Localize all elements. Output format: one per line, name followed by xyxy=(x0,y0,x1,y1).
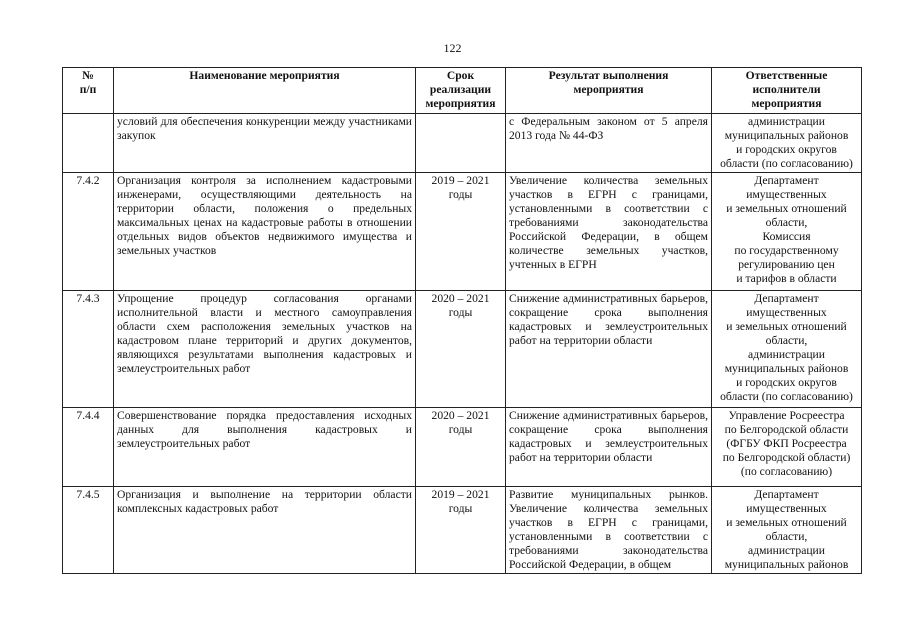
measure-result: Снижение административных барьеров, сокращение срока выполнения кадастровых и землеустроительных работ на территории области xyxy=(506,291,712,408)
table-row xyxy=(63,291,862,408)
header-responsible: Ответственные исполнители мероприятия xyxy=(712,68,862,114)
measure-responsible: администрации муниципальных районов и городских округов области (по согласованию) xyxy=(712,114,862,173)
measure-term: 2020 – 2021 годы xyxy=(416,408,506,487)
row-number: 7.4.4 xyxy=(63,408,114,487)
measure-name: Организация контроля за исполнением кадастровыми инженерами, осуществляющими деятельность на территории области, положения о предельных максимальных ценах на кадастровые работы в отношении отдельных видов объектов недвижимого имущества и земельных участков xyxy=(114,173,416,291)
row-number: 7.4.3 xyxy=(63,291,114,408)
row-number: 7.4.2 xyxy=(63,173,114,291)
page-number: 122 xyxy=(443,41,462,55)
header-term: Срок реализации мероприятия xyxy=(416,68,506,114)
header-name: Наименование мероприятия xyxy=(114,68,416,114)
measure-result: Увеличение количества земельных участков в ЕГРН с границами, установленными в соответствии с требованиями законодательства Российской Федерации, в общем количестве земельных участков, учтенных в ЕГРН xyxy=(506,173,712,291)
measure-term xyxy=(416,114,506,173)
measure-name: Организация и выполнение на территории области комплексных кадастровых работ xyxy=(114,487,416,574)
measure-responsible: Департамент имущественных и земельных отношений области, Комиссия по государственному регулированию цен и тарифов в области xyxy=(712,173,862,291)
measure-name: Упрощение процедур согласования органами исполнительной власти и местного самоуправления области схем расположения земельных участков на кадастровом плане территорий и других документов, являющихся результатами выполнения кадастровых и землеустроительных работ xyxy=(114,291,416,408)
measure-name: Совершенствование порядка предоставления исходных данных для выполнения кадастровых и землеустроительных работ xyxy=(114,408,416,487)
table-row xyxy=(63,487,862,574)
header-row xyxy=(63,68,862,114)
header-num: № п/п xyxy=(63,68,114,114)
row-number: 7.4.5 xyxy=(63,487,114,574)
table-row xyxy=(63,114,862,173)
measure-result: с Федеральным законом от 5 апреля 2013 года № 44-ФЗ xyxy=(506,114,712,173)
table-row xyxy=(63,408,862,487)
measure-term: 2020 – 2021 годы xyxy=(416,291,506,408)
measures-table xyxy=(62,67,862,574)
measure-term: 2019 – 2021 годы xyxy=(416,487,506,574)
measure-responsible: Департамент имущественных и земельных отношений области, администрации муниципальных районов и городских округов области (по согласованию) xyxy=(712,291,862,408)
header-result: Результат выполнения мероприятия xyxy=(506,68,712,114)
table-row xyxy=(63,173,862,291)
measure-result: Снижение административных барьеров, сокращение срока выполнения кадастровых и землеустроительных работ на территории области xyxy=(506,408,712,487)
measure-responsible: Управление Росреестра по Белгородской области (ФГБУ ФКП Росреестра по Белгородской области) (по согласованию) xyxy=(712,408,862,487)
row-number xyxy=(63,114,114,173)
measure-name: условий для обеспечения конкуренции между участниками закупок xyxy=(114,114,416,173)
measure-result: Развитие муниципальных рынков. Увеличение количества земельных участков в ЕГРН с границами, установленными в соответствии с требованиями законодательства Российской Федерации, в общем xyxy=(506,487,712,574)
measure-term: 2019 – 2021 годы xyxy=(416,173,506,291)
measure-responsible: Департамент имущественных и земельных отношений области, администрации муниципальных районов xyxy=(712,487,862,574)
